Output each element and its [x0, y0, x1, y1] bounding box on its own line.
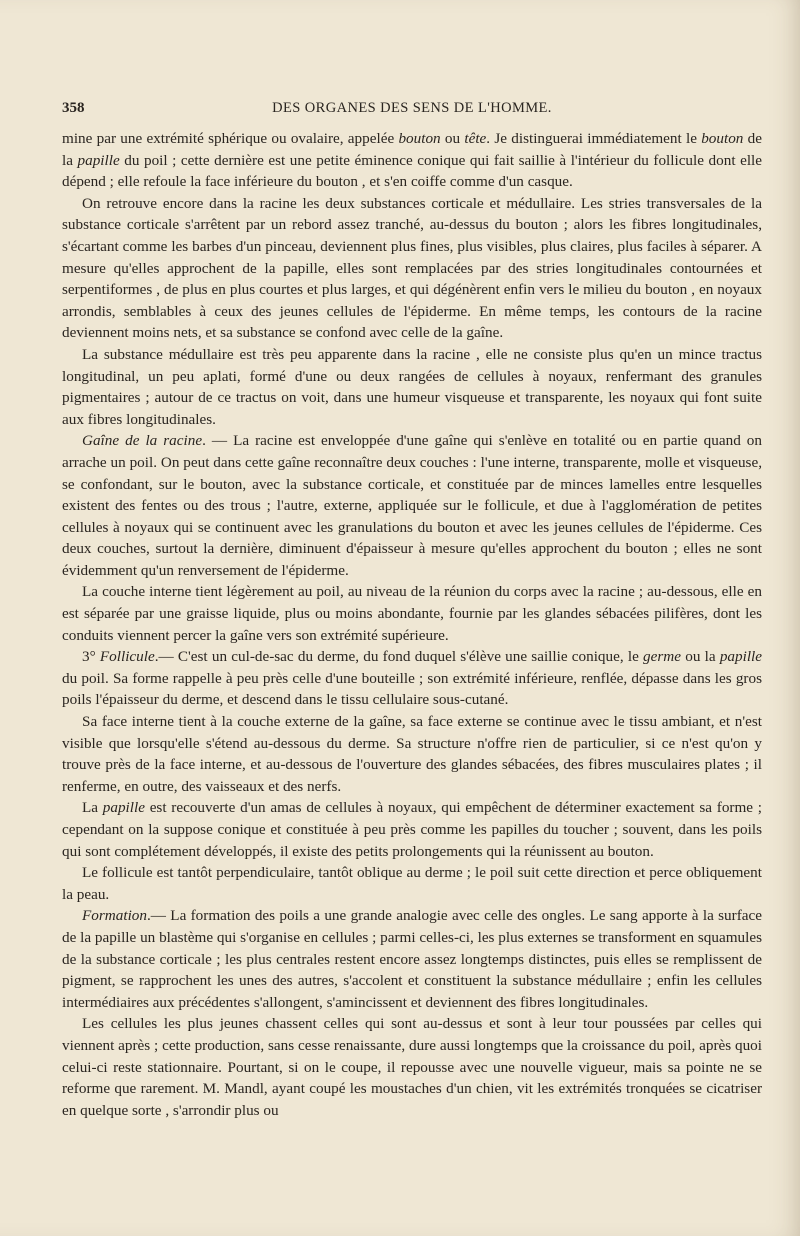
italic-term: Follicule [99, 648, 155, 666]
page-number: 358 [62, 100, 85, 116]
body-text [62, 128, 762, 1121]
text-run: La [82, 799, 103, 817]
paragraph [62, 1013, 762, 1121]
italic-term: bouton [701, 130, 744, 147]
running-title: DES ORGANES DES SENS DE L'HOMME. [272, 100, 552, 116]
italic-term: bouton [398, 130, 441, 147]
italic-term: Formation [82, 907, 147, 925]
italic-term: papille [102, 799, 145, 817]
paragraph [62, 711, 762, 797]
text-run: On retrouve encore dans la racine les deux substances corticale et médullaire. Les stries transversales de la substance corticale s'arrêtent par un rebord assez tranché, au-dessus du bouton ; alors les fibres longitudinales, s'écartant comme les barbes d'un pinceau, deviennent plus fines, plus visibles, plus claires, plus faciles à séparer. A mesure qu'elles approchent de la papille, elles sont remplacées par des stries longitudinales contournées et serpentiformes , de plus en plus courtes et plus larges, et qui dégénèrent enfin vers le milieu du bouton , en noyaux arrondis, semblables à ceux des jeunes cellules de l'épiderme. En même temps, les contours de la racine deviennent moins nets, et sa substance se confond avec celle de la gaîne. [62, 194, 762, 342]
text-run: du poil. Sa forme rappelle à peu près celle d'une bouteille ; son extrémité inférieure, renflée, dépasse dans les gros poils l'épaisseur du derme, et descend dans le tissu cellulaire sous-cutané. [62, 669, 762, 709]
paragraph [62, 430, 762, 581]
text-run: 3° [82, 648, 100, 666]
italic-term: germe [643, 648, 682, 666]
italic-term: tête [464, 130, 487, 147]
paragraph [62, 905, 762, 1013]
text-run: Le follicule est tantôt perpendiculaire, tantôt oblique au derme ; le poil suit cette direction et perce obliquement la peau. [62, 864, 762, 903]
paragraph [62, 193, 762, 344]
text-run: mine par une extrémité sphérique ou ovalaire, appelée [62, 130, 399, 147]
text-run: Sa face interne tient à la couche externe de la gaîne, sa face externe se continue avec le tissu ambiant, et n'est visible que lorsqu'elle s'étend au-dessous du derme. Sa structure n'offre rien de particulier, si ce n'est qu'on y trouve près de la face interne, et au-dessous de l'ouverture des glandes sébacées, des fibres musculaires plates ; il renferme, en outre, des vaisseaux et des nerfs. [62, 713, 762, 795]
italic-term: Gaîne de la racine [82, 432, 203, 450]
text-run: .— La formation des poils a une grande analogie avec celle des ongles. Le sang apporte à la surface de la papille un blastème qui s'organise en cellules ; parmi celles-ci, les plus externes se transforment en squamules de la substance corticale ; les plus centrales restent encore assez longtemps distinctes, puis elles se remplissent de pigment, se rapprochent les unes des autres, s'accolent et constituent la substance médullaire ; enfin les cellules intermédiaires aux précédentes s'allongent, s'amincissent et deviennent des fibres longitudinales. [62, 907, 762, 1011]
text-run: ou [440, 130, 465, 147]
text-run: La substance médullaire est très peu apparente dans la racine , elle ne consiste plus qu'en un mince tractus longitudinal, un peu aplati, formé d'une ou deux rangées de cellules à noyaux, renfermant des granules pigmentaires ; autour de ce tractus on voit, dans une humeur visqueuse et transparente, les noyaux qui font suite aux fibres longitudinales. [62, 345, 762, 428]
paragraph [62, 797, 762, 862]
paragraph [62, 344, 762, 430]
text-run: de la [62, 130, 763, 169]
italic-term: papille [77, 151, 120, 169]
page-header [62, 100, 762, 120]
paragraph [62, 646, 762, 711]
text-run: est recouverte d'un amas de cellules à noyaux, qui empêchent de déterminer exactement sa forme ; cependant on la suppose conique et constituée à peu près comme les papilles du toucher ; souvent, dans les poils qui sont complétement développés, il existe des petits prolongements qui la réunissent au bouton. [62, 799, 762, 860]
paragraph [62, 581, 762, 646]
text-run: ou la [681, 648, 720, 666]
text-run: . — La racine est enveloppée d'une gaîne qui s'enlève en totalité ou en partie quand on arrache un poil. On peut dans cette gaîne reconnaître deux couches : l'une interne, transparente, molle et visqueuse, se confondant, sur le bouton, avec la substance corticale, et constituée par de minces lamelles entre lesquelles existent des fentes ou des trous ; l'autre, externe, appliquée sur le follicule, et due à l'agglomération de petites cellules à noyaux qui se continuent avec les granulations du bouton et avec les jeunes cellules de l'épiderme. Ces deux couches, surtout la dernière, diminuent d'épaisseur à mesure qu'elles approchent du bouton ; elles ne sont évidemment qu'un renversement de l'épiderme. [62, 432, 762, 579]
text-run: . Je distinguerai immédiatement le [486, 130, 702, 147]
text-run: Les cellules les plus jeunes chassent celles qui sont au-dessus et sont à leur tour poussées par celles qui viennent après ; cette production, sans cesse renaissante, dure aussi longtemps que la croissance du poil, après quoi celui-ci reste stationnaire. Pourtant, si on le coupe, il repousse avec une nouvelle vigueur, mais sa pointe ne se reforme que rarement. M. Mandl, ayant coupé les moustaches d'un chien, vit les extrémités tronquées se cicatriser en quelque sorte , s'arrondir plus ou [62, 1015, 762, 1119]
italic-term: papille [719, 648, 762, 666]
paragraph [62, 862, 762, 905]
paragraph [62, 128, 762, 193]
text-run: du poil ; cette dernière est une petite éminence conique qui fait saillie à l'intérieur du follicule dont elle dépend ; elle refoule la face inférieure du bouton , et s'en coiffe comme d'un casque. [62, 151, 762, 191]
text-run: La couche interne tient légèrement au poil, au niveau de la réunion du corps avec la racine ; au-dessous, elle en est séparée par une graisse liquide, plus ou moins abondante, fournie par les glandes sébacées pilifères, dont les conduits viennent percer la gaîne vers son extrémité supérieure. [62, 583, 762, 644]
text-run: .— C'est un cul-de-sac du derme, du fond duquel s'élève une saillie conique, le [154, 648, 644, 666]
